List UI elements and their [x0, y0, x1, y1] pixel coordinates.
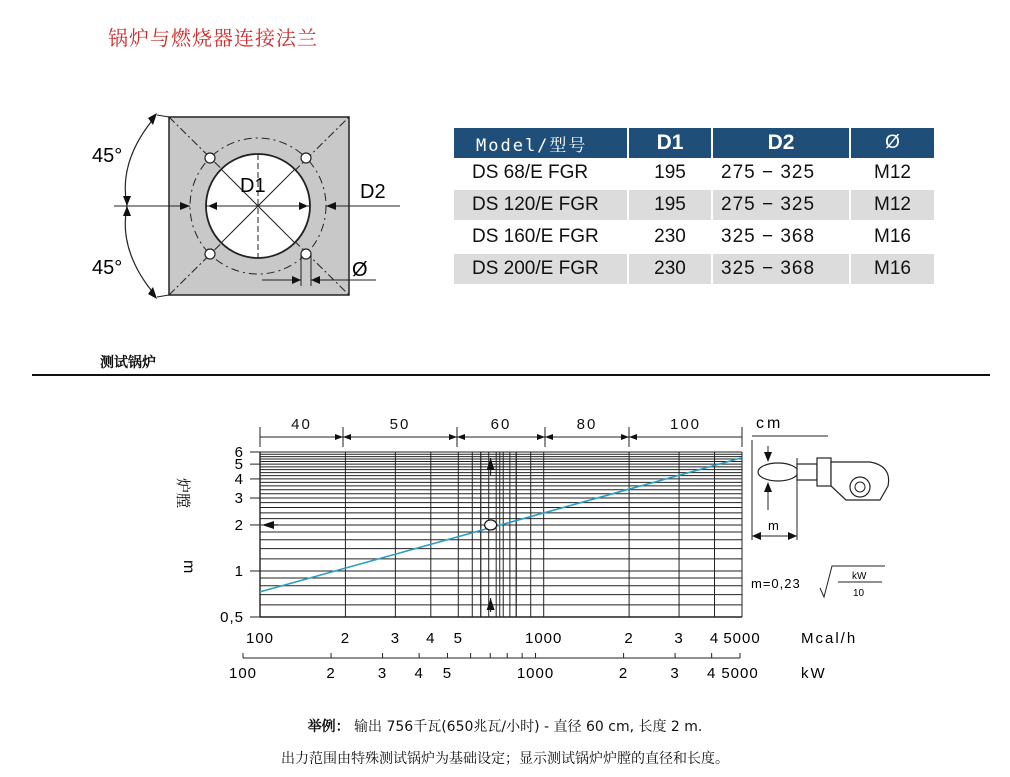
x-tick-label-kw: 3	[670, 665, 680, 682]
x-tick-label-mcal: 100	[245, 630, 275, 647]
x-axis-unit-mcal: Mcal/h	[801, 630, 858, 647]
cell-d1: 195	[628, 189, 712, 221]
top-scale-unit: cm	[756, 415, 784, 432]
top-scale-arrow	[457, 434, 465, 440]
d2-label: D2	[360, 181, 386, 203]
angle-bottom-label: 45°	[92, 257, 123, 279]
chart-note: 出力范围由特殊测试锅炉为基础设定；显示测试锅炉炉膛的直径和长度。	[281, 751, 729, 767]
x-tick-label-kw: 5	[442, 665, 453, 682]
cell-d2: 325 − 368	[712, 221, 850, 253]
x-tick-label-mcal: 2	[624, 630, 634, 647]
top-scale-label: 50	[389, 416, 411, 433]
cell-hole: M16	[850, 253, 934, 285]
y-tick-label: 2	[234, 516, 244, 534]
y-tick-label: 6	[234, 444, 244, 461]
top-scale-arrow	[537, 434, 545, 440]
y-tick-label: 5	[234, 456, 244, 474]
top-scale-arrow	[449, 434, 457, 440]
top-scale-label: 60	[490, 416, 512, 433]
burner-length-label: m	[768, 518, 779, 533]
burner-icon	[752, 440, 889, 540]
x-tick-label-kw: 3	[377, 665, 388, 682]
x-tick-label-mcal: 4	[709, 630, 720, 647]
x-tick-label-kw: 100	[228, 665, 258, 682]
cell-hole: M16	[850, 221, 934, 253]
sizing-formula	[751, 566, 885, 599]
cell-model: DS 120/E FGR	[454, 189, 628, 221]
top-scale-arrow	[621, 434, 629, 440]
x-tick-label-mcal: 5000	[723, 630, 761, 647]
y-tick-label: 4	[234, 470, 244, 488]
cell-d1: 230	[628, 253, 712, 285]
cell-d1: 230	[628, 221, 712, 253]
x-tick-label-kw: 2	[326, 665, 336, 682]
formula-denominator: 10	[853, 588, 865, 599]
top-scale-label: 40	[291, 416, 312, 433]
formula-numerator: kW	[852, 571, 867, 582]
x-axis-unit-kw: kW	[801, 665, 827, 682]
x-tick-label-mcal: 2	[340, 630, 351, 647]
chart-series	[260, 458, 742, 612]
formula-prefix: m=0,23	[751, 576, 801, 591]
x-tick-label-kw: 5000	[721, 665, 759, 682]
x-tick-label-mcal: 3	[390, 630, 401, 647]
header-hole: Ø	[850, 128, 934, 158]
x-tick-label-mcal: 1000	[525, 630, 563, 647]
example-point	[485, 520, 497, 530]
x-tick-label-mcal: 3	[674, 630, 684, 647]
cell-model: DS 200/E FGR	[454, 253, 628, 285]
cell-d2: 275 − 325	[712, 158, 850, 189]
top-scale-arrow	[545, 434, 553, 440]
example-caption	[0, 716, 1010, 736]
section-title: 测试锅炉	[100, 355, 156, 371]
header-d1: D1	[628, 128, 712, 158]
cell-model: DS 160/E FGR	[454, 221, 628, 253]
example-arrow-left	[262, 521, 274, 529]
hole-diameter-label: Ø	[352, 259, 368, 281]
example-arrow-bottom	[487, 598, 495, 610]
y-tick-label: 0,5	[220, 609, 244, 626]
y-tick-label: 3	[234, 490, 244, 508]
cell-d2: 325 − 368	[712, 253, 850, 285]
x-tick-label-kw: 1000	[516, 665, 555, 682]
x-tick-label-mcal: 5	[453, 630, 463, 647]
cell-d2: 275 − 325	[712, 189, 850, 221]
chart-grid	[260, 452, 742, 617]
x-tick-label-mcal: 4	[426, 630, 436, 647]
x-tick-label-kw: 2	[618, 665, 629, 682]
x-tick-label-kw: 4	[414, 665, 424, 682]
example-label: 举例：	[307, 719, 350, 735]
cell-hole: M12	[850, 158, 934, 189]
top-scale-arrow	[343, 434, 351, 440]
cell-d1: 195	[628, 158, 712, 189]
page-title: 锅炉与燃烧器连接法兰	[108, 26, 318, 50]
header-d2: D2	[712, 128, 850, 158]
d1-label: D1	[240, 175, 266, 197]
cell-hole: M12	[850, 189, 934, 221]
angle-top-label: 45°	[92, 145, 123, 167]
top-scale-arrow	[629, 434, 637, 440]
x-tick-label-kw: 4	[706, 665, 717, 682]
header-model: Model/型号	[454, 128, 628, 158]
example-text: 输出 756千瓦(650兆瓦/小时) - 直径 60 cm, 长度 2 m.	[354, 719, 703, 735]
top-scale-label: 80	[576, 416, 598, 433]
top-scale-arrow	[335, 434, 343, 440]
y-axis-unit: m	[180, 560, 197, 574]
y-tick-label: 1	[234, 562, 244, 580]
y-axis-name: 炉膛	[174, 478, 192, 509]
cell-model: DS 68/E FGR	[454, 158, 628, 189]
top-scale-label: 100	[669, 416, 702, 433]
